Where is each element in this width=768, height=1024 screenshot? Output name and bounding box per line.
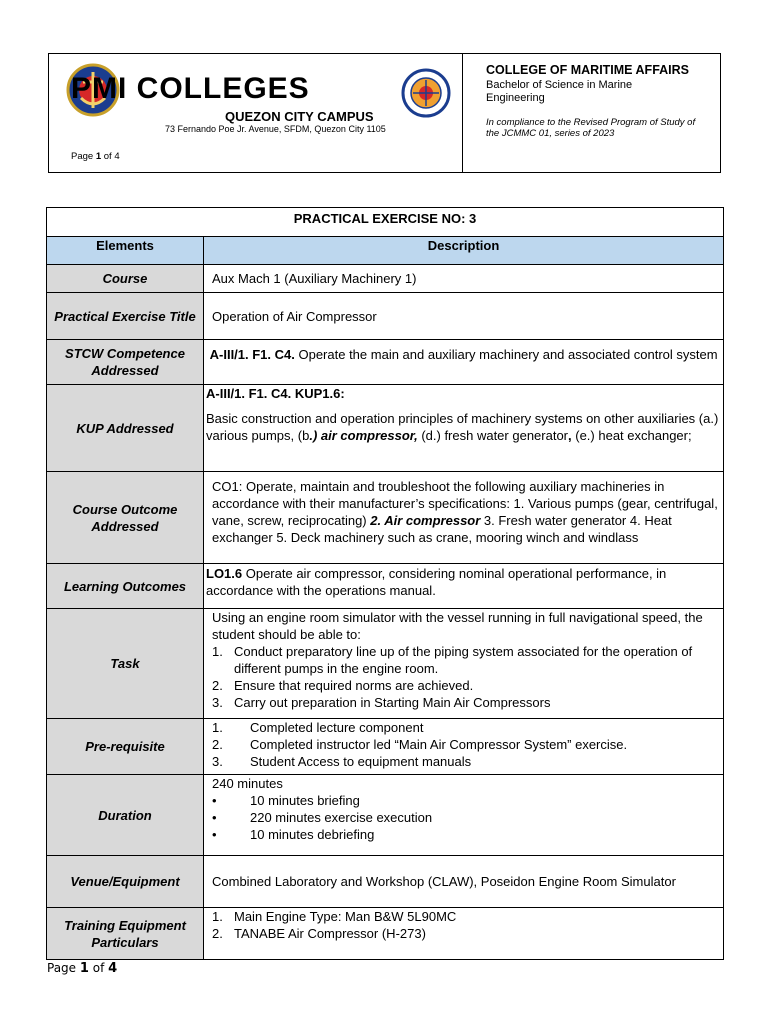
stcw-value: A-III/1. F1. C4. Operate the main and auxiliary machinery and associated control system xyxy=(204,340,724,385)
stcw-label: STCW Competence Addressed xyxy=(47,340,204,385)
exercise-title-label: Practical Exercise Title xyxy=(47,293,204,340)
list-marker: 2. xyxy=(212,926,223,941)
list-item xyxy=(212,677,721,694)
campus-address: 73 Fernando Poe Jr. Avenue, SFDM, Quezon City 1105 xyxy=(165,124,386,134)
list-item-text: Carry out preparation in Starting Main Air Compressors xyxy=(234,695,551,710)
course-label: Course xyxy=(47,265,204,293)
learning-outcomes-value: LO1.6 Operate air compressor, considering nominal operational performance, in accordance with the operations manual. xyxy=(204,564,724,609)
course-outcome-label: Course Outcome Addressed xyxy=(47,472,204,564)
task-label: Task xyxy=(47,609,204,719)
venue-value: Combined Laboratory and Workshop (CLAW), Poseidon Engine Room Simulator xyxy=(204,856,724,908)
list-marker: 2. xyxy=(212,737,223,752)
list-marker: • xyxy=(212,793,217,808)
list-item-text: 220 minutes exercise execution xyxy=(250,810,433,825)
document-header xyxy=(48,53,721,173)
header-page-number: Page 1 of 4 xyxy=(71,151,120,162)
course-value: Aux Mach 1 (Auxiliary Machinery 1) xyxy=(204,265,724,293)
list-marker: 3. xyxy=(212,695,223,710)
prerequisite-label: Pre-requisite xyxy=(47,719,204,775)
equipment-value xyxy=(204,908,724,960)
list-item xyxy=(212,694,721,711)
list-marker: 1. xyxy=(212,720,223,735)
list-marker: 2. xyxy=(212,678,223,693)
kup-label: KUP Addressed xyxy=(47,385,204,472)
list-marker: • xyxy=(212,810,217,825)
list-marker: 1. xyxy=(212,644,223,659)
list-item xyxy=(212,736,721,753)
list-item-text: TANABE Air Compressor (H-273) xyxy=(234,926,426,941)
column-header-elements: Elements xyxy=(47,237,204,265)
list-item xyxy=(212,719,721,736)
compliance-note: In compliance to the Revised Program of Study of the JCMMC 01, series of 2023 xyxy=(486,117,696,139)
list-marker: • xyxy=(212,827,217,842)
prerequisite-value xyxy=(204,719,724,775)
list-item xyxy=(212,826,721,843)
list-item-text: Student Access to equipment manuals xyxy=(250,754,472,769)
college-title: COLLEGE OF MARITIME AFFAIRS xyxy=(486,63,690,77)
exercise-title-value: Operation of Air Compressor xyxy=(204,293,724,340)
duration-value: 240 minutes • 10 minutes briefing • 220 minutes exercise execution • 10 minutes debriefing xyxy=(204,775,724,856)
list-marker: 3. xyxy=(212,754,223,769)
task-value: Using an engine room simulator with the vessel running in full navigational speed, the student should be able to: 1. Conduct preparatory line up of the piping system associated for the operation of different pumps in the engine room. 2. Ensure that required norms are achieved. 3. Carry out preparation in Starting Main Air Compressors xyxy=(204,609,724,719)
list-item xyxy=(212,908,721,925)
exercise-caption: PRACTICAL EXERCISE NO: 3 xyxy=(47,208,724,237)
learning-outcomes-label: Learning Outcomes xyxy=(47,564,204,609)
list-marker: 1. xyxy=(212,909,223,924)
list-item-text: Main Engine Type: Man B&W 5L90MC xyxy=(234,909,457,924)
brand-name: PMI COLLEGES xyxy=(71,72,310,105)
maritime-seal-logo xyxy=(401,68,451,118)
list-item xyxy=(212,643,721,677)
kup-value: A-III/1. F1. C4. KUP1.6: Basic construction and operation principles of machinery systems on other auxiliaries (a.) various pumps, (b.) air compressor, (d.) fresh water generator, (e.) heat exchanger; xyxy=(204,385,724,472)
list-item-text: Completed instructor led “Main Air Compressor System” exercise. xyxy=(250,737,628,752)
program-name: Bachelor of Science in Marine Engineering xyxy=(486,79,633,104)
list-item xyxy=(212,925,721,942)
footer-page-number: Page 1 of 4 xyxy=(47,961,118,976)
equipment-label: Training Equipment Particulars xyxy=(47,908,204,960)
venue-label: Venue/Equipment xyxy=(47,856,204,908)
header-divider xyxy=(462,54,463,172)
column-header-description: Description xyxy=(204,237,724,265)
course-outcome-value: CO1: Operate, maintain and troubleshoot the following auxiliary machineries in accordance with their manufacturer’s specifications: 1. Various pumps (gear, centrifugal, vane, screw, reciprocating) 2. Air compressor 3. Fresh water generator 4. Heat exchanger 5. Deck machinery such as crane, mooring winch and windlass xyxy=(204,472,724,564)
list-item-text: 10 minutes briefing xyxy=(250,793,360,808)
list-item-text: Conduct preparatory line up of the piping system associated for the operation of different pumps in the engine room. xyxy=(234,644,693,676)
list-item-text: Completed lecture component xyxy=(250,720,424,735)
practical-exercise-table xyxy=(46,207,724,960)
campus-name: QUEZON CITY CAMPUS xyxy=(225,109,374,124)
list-item-text: Ensure that required norms are achieved. xyxy=(234,678,474,693)
list-item xyxy=(212,809,721,826)
duration-label: Duration xyxy=(47,775,204,856)
list-item-text: 10 minutes debriefing xyxy=(250,827,375,842)
list-item xyxy=(212,792,721,809)
list-item xyxy=(212,753,721,770)
